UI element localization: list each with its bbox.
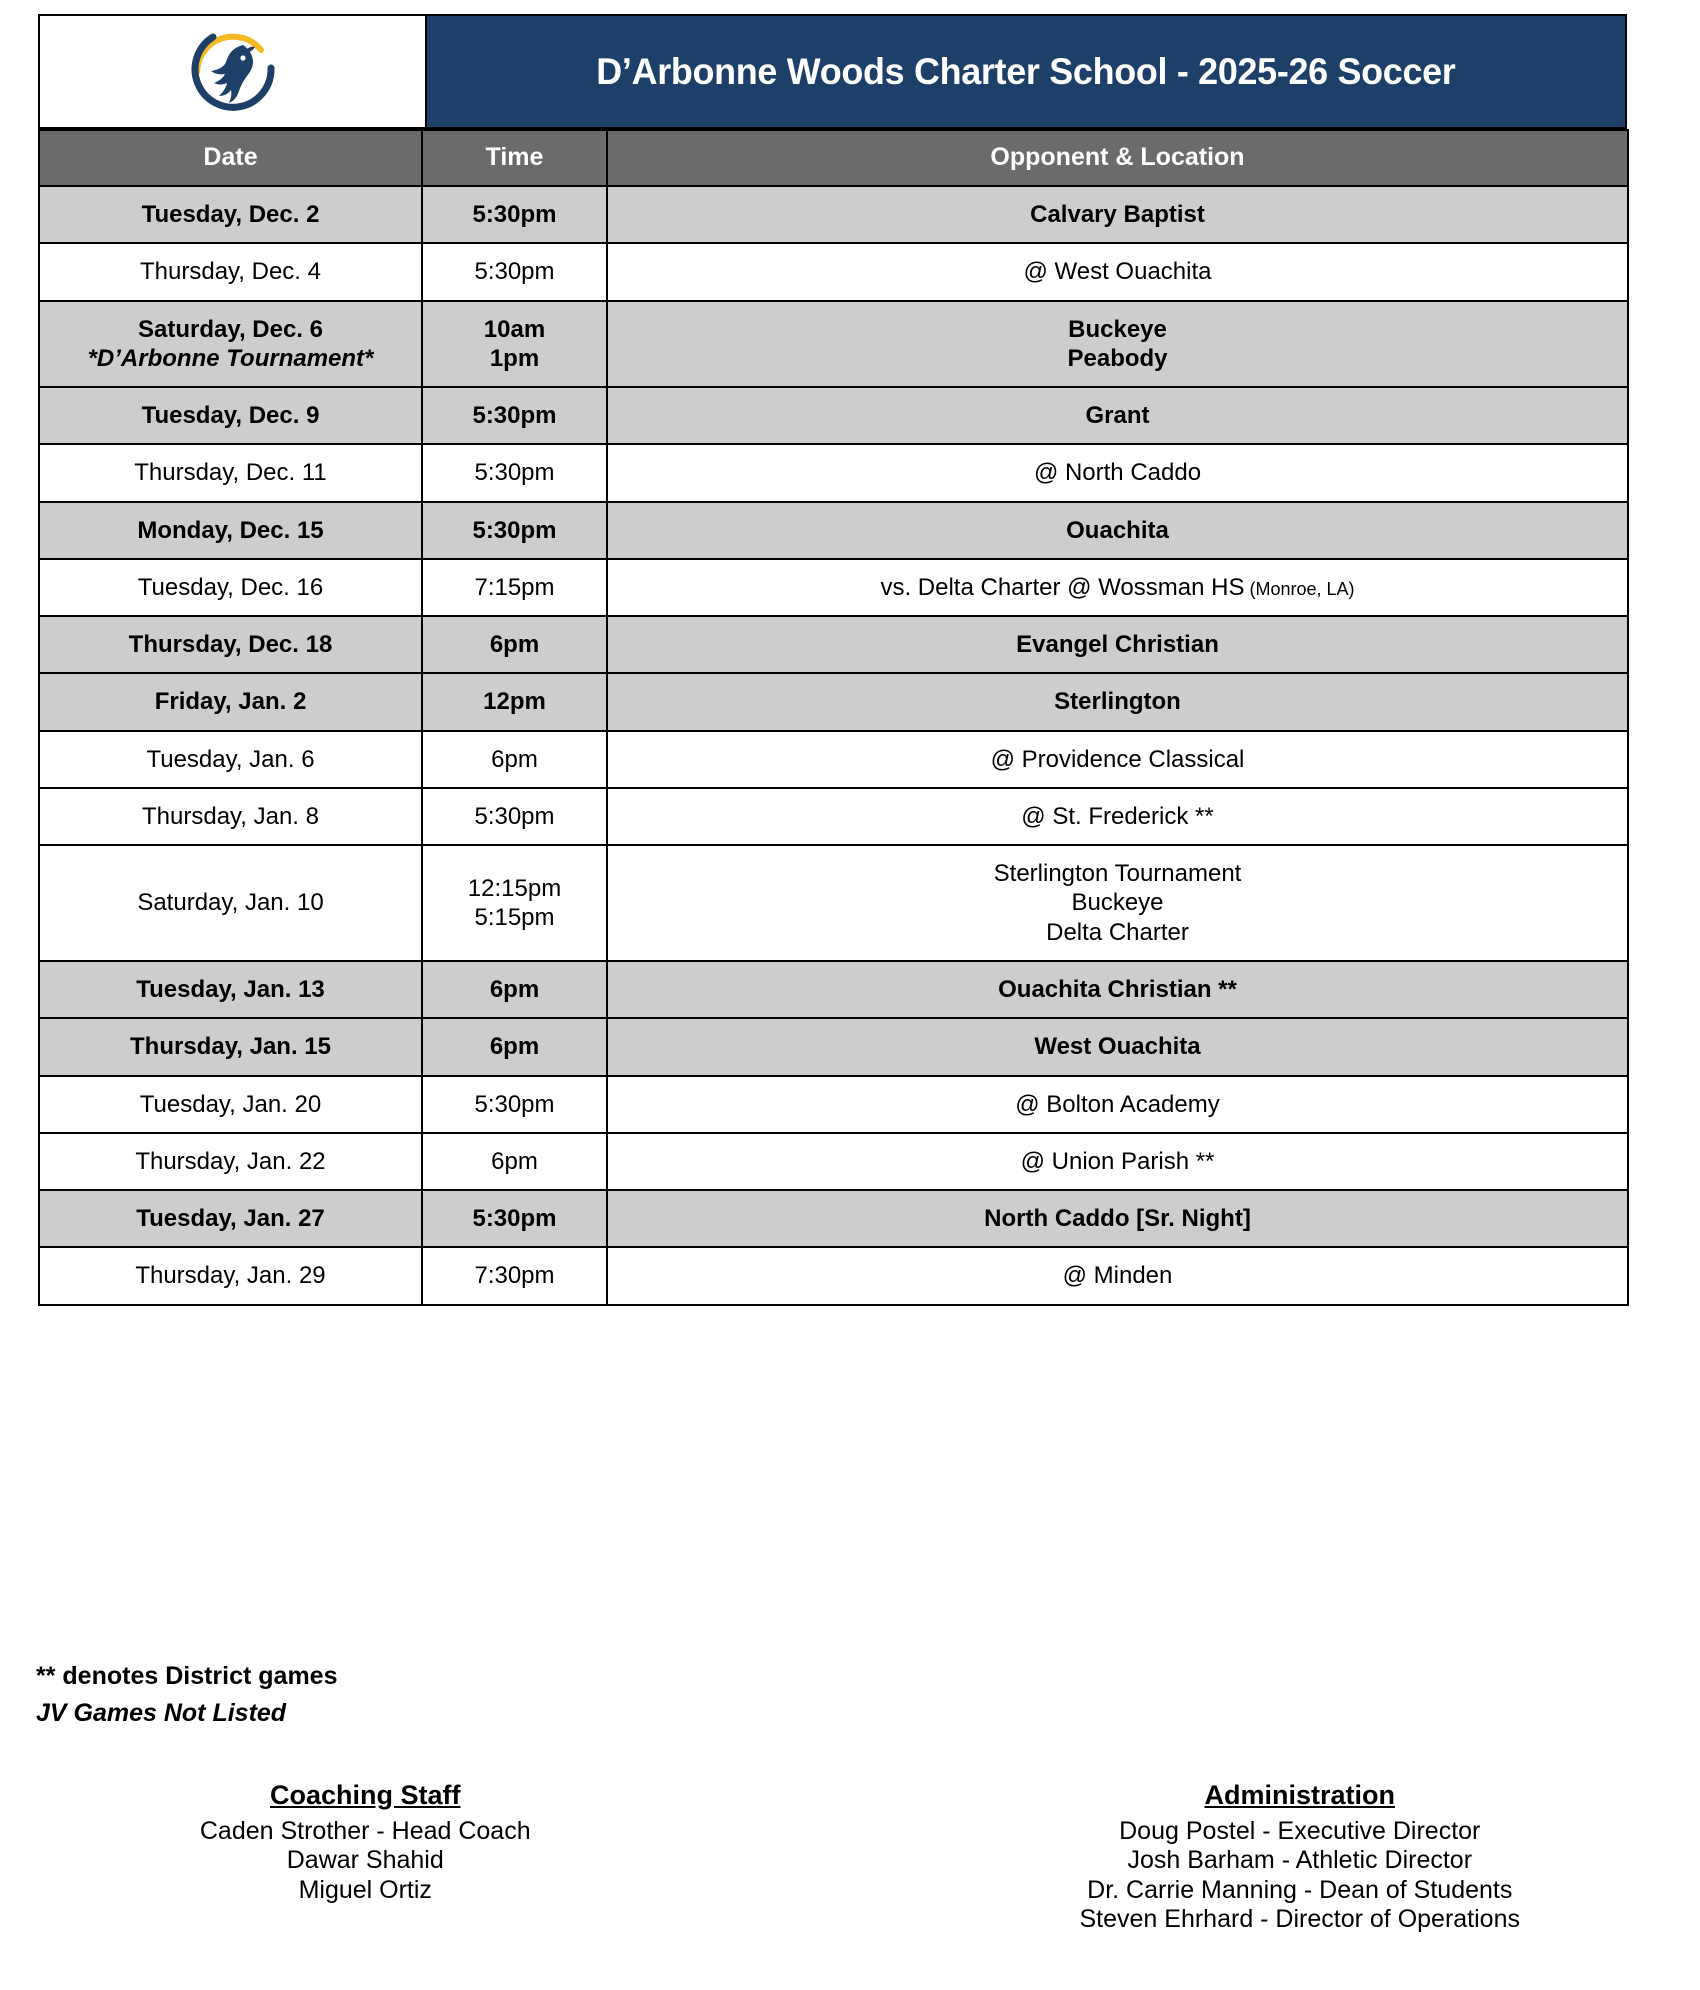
cell-time: 5:30pm: [422, 502, 607, 559]
table-row: [39, 1190, 1628, 1247]
cell-time: 7:30pm: [422, 1247, 607, 1304]
cell-time: 5:30pm: [422, 243, 607, 300]
cell-opponent: West Ouachita: [607, 1018, 1628, 1075]
cell-date: Tuesday, Dec. 9: [39, 387, 422, 444]
administration-member: Doug Postel - Executive Director: [1119, 1817, 1481, 1846]
table-row: [39, 961, 1628, 1018]
schedule-header-bar: [38, 14, 1627, 129]
coaching-staff-member: Miguel Ortiz: [298, 1875, 432, 1904]
cell-opponent: Grant: [607, 387, 1628, 444]
table-row: [39, 243, 1628, 300]
table-row: [39, 387, 1628, 444]
district-note: ** denotes District games: [36, 1662, 338, 1690]
table-row: [39, 1018, 1628, 1075]
cell-date: Thursday, Dec. 4: [39, 243, 422, 300]
cell-time: 5:30pm: [422, 387, 607, 444]
column-header-opponent: Opponent & Location: [607, 130, 1628, 186]
cell-opponent: @ Union Parish **: [607, 1133, 1628, 1190]
time-line: 12:15pm: [467, 874, 562, 902]
cell-date: Thursday, Dec. 11: [39, 444, 422, 501]
cell-date-subtitle: *D’Arbonne Tournament*: [87, 344, 374, 372]
cell-date: Monday, Dec. 15: [39, 502, 422, 559]
cell-date: Tuesday, Jan. 6: [39, 731, 422, 788]
coaching-staff-list: [38, 1817, 693, 1905]
cell-time: 6pm: [422, 961, 607, 1018]
title-cell: [427, 16, 1625, 127]
coaching-staff-member: Dawar Shahid: [286, 1846, 444, 1875]
table-header-row: [39, 130, 1628, 186]
schedule-table: [38, 129, 1629, 1306]
cell-date: Thursday, Jan. 29: [39, 1247, 422, 1304]
table-row: [39, 1133, 1628, 1190]
table-row: [39, 1076, 1628, 1133]
cell-date: Friday, Jan. 2: [39, 673, 422, 730]
table-row: [39, 559, 1628, 616]
table-row: [39, 616, 1628, 673]
cell-date: Thursday, Jan. 15: [39, 1018, 422, 1075]
cell-time: 12pm: [422, 673, 607, 730]
cell-time: 6pm: [422, 1018, 607, 1075]
cell-opponent: North Caddo [Sr. Night]: [607, 1190, 1628, 1247]
cell-opponent: @ Bolton Academy: [607, 1076, 1628, 1133]
cell-opponent: [607, 845, 1628, 961]
cell-time: 5:30pm: [422, 1190, 607, 1247]
opponent-line: Peabody: [1067, 344, 1168, 372]
cell-time: 6pm: [422, 1133, 607, 1190]
table-row: [39, 788, 1628, 845]
cell-time: 7:15pm: [422, 559, 607, 616]
cell-date: Saturday, Dec. 6 *D’Arbonne Tournament*: [39, 301, 422, 388]
table-row: [39, 673, 1628, 730]
cell-opponent: Ouachita: [607, 502, 1628, 559]
table-row: [39, 731, 1628, 788]
time-line: 5:15pm: [474, 904, 555, 932]
footer: [38, 1778, 1627, 1934]
cell-opponent: @ North Caddo: [607, 444, 1628, 501]
opponent-line: Delta Charter: [1046, 918, 1189, 946]
jv-note: JV Games Not Listed: [36, 1698, 287, 1727]
table-row: [39, 186, 1628, 243]
cell-opponent: @ Minden: [607, 1247, 1628, 1304]
coaching-staff-member: Caden Strother - Head Coach: [199, 1817, 531, 1846]
cell-opponent: vs. Delta Charter @ Wossman HS (Monroe, LA): [607, 559, 1628, 616]
cell-date: Tuesday, Jan. 20: [39, 1076, 422, 1133]
administration-member: Dr. Carrie Manning - Dean of Students: [1087, 1875, 1513, 1904]
opponent-line: Buckeye: [1071, 889, 1164, 917]
cell-time: [422, 301, 607, 388]
administration-block: [933, 1778, 1628, 1934]
cell-date: Tuesday, Dec. 16: [39, 559, 422, 616]
wolf-head-logo-icon: [183, 22, 283, 122]
time-line: 10am: [483, 315, 546, 343]
column-header-date: Date: [39, 130, 422, 186]
cell-time: 5:30pm: [422, 1076, 607, 1133]
cell-time: 5:30pm: [422, 444, 607, 501]
cell-date: Thursday, Jan. 8: [39, 788, 422, 845]
cell-opponent: Ouachita Christian **: [607, 961, 1628, 1018]
cell-opponent: @ St. Frederick **: [607, 788, 1628, 845]
cell-date: Saturday, Jan. 10: [39, 845, 422, 961]
cell-date: Thursday, Jan. 22: [39, 1133, 422, 1190]
opponent-line: Buckeye: [1068, 315, 1167, 343]
cell-opponent: Evangel Christian: [607, 616, 1628, 673]
cell-opponent: [607, 301, 1628, 388]
cell-date: Tuesday, Dec. 2: [39, 186, 422, 243]
cell-opponent: @ West Ouachita: [607, 243, 1628, 300]
table-row: [39, 845, 1628, 961]
administration-list: [973, 1817, 1628, 1934]
administration-member: Steven Ehrhard - Director of Operations: [1079, 1904, 1520, 1933]
cell-time: [422, 845, 607, 961]
cell-opponent: Sterlington: [607, 673, 1628, 730]
cell-opponent: Calvary Baptist: [607, 186, 1628, 243]
time-line: 1pm: [489, 344, 540, 372]
table-row: [39, 1247, 1628, 1304]
logo-cell: [40, 16, 427, 127]
column-header-time: Time: [422, 130, 607, 186]
cell-time: 6pm: [422, 616, 607, 673]
coaching-staff-block: [38, 1778, 933, 1934]
table-row: [39, 444, 1628, 501]
opponent-location-note: (Monroe, LA): [1244, 578, 1355, 599]
cell-date: Tuesday, Jan. 13: [39, 961, 422, 1018]
administration-heading: Administration: [1204, 1780, 1395, 1810]
opponent-line: Sterlington Tournament: [993, 860, 1242, 888]
administration-member: Josh Barham - Athletic Director: [1127, 1846, 1473, 1875]
cell-time: 5:30pm: [422, 788, 607, 845]
page-title: D’Arbonne Woods Charter School - 2025-26 Soccer: [596, 50, 1456, 92]
table-body: [39, 186, 1628, 1305]
cell-opponent: @ Providence Classical: [607, 731, 1628, 788]
cell-time: 5:30pm: [422, 186, 607, 243]
cell-time: 6pm: [422, 731, 607, 788]
table-row: [39, 502, 1628, 559]
table-row: [39, 301, 1628, 388]
footnotes: [36, 1660, 936, 1729]
coaching-staff-heading: Coaching Staff: [269, 1780, 461, 1810]
cell-date: Thursday, Dec. 18: [39, 616, 422, 673]
cell-date: Tuesday, Jan. 27: [39, 1190, 422, 1247]
